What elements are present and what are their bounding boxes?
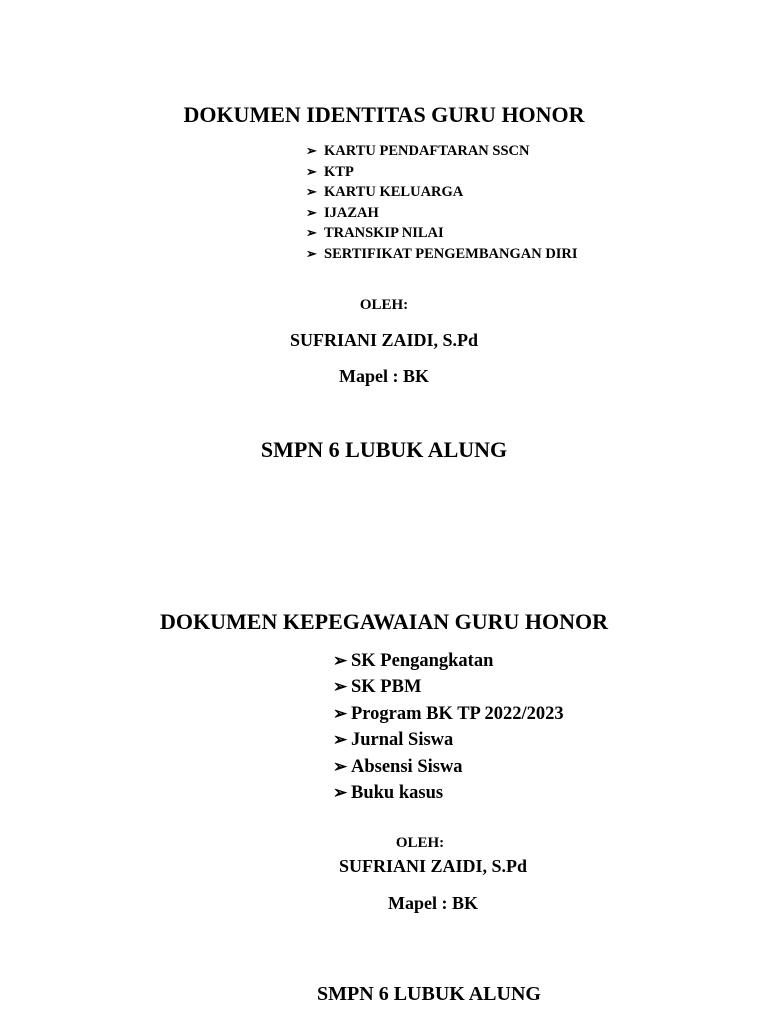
identity-doc-list	[306, 141, 578, 264]
arrow-bullet-icon: ➢	[306, 143, 317, 158]
arrow-bullet-icon: ➢	[306, 225, 317, 240]
employment-doc-title: DOKUMEN KEPEGAWAIAN GURU HONOR	[160, 609, 608, 634]
list-item-label: SK PBM	[351, 677, 422, 698]
list-item-label: TRANSKIP NILAI	[324, 225, 444, 241]
teacher-name: SUFRIANI ZAIDI, S.Pd	[338, 856, 528, 876]
teacher-name: SUFRIANI ZAIDI, S.Pd	[289, 330, 479, 350]
list-item-label: Absensi Siswa	[351, 756, 463, 777]
list-item-label: SK Pengangkatan	[351, 651, 494, 671]
arrow-bullet-icon: ➢	[333, 783, 348, 803]
list-item	[333, 674, 564, 700]
list-item	[306, 223, 578, 244]
arrow-bullet-icon: ➢	[333, 703, 348, 723]
employment-doc-list	[333, 648, 564, 806]
subject-label: Mapel : BK	[388, 893, 478, 913]
by-label: OLEH:	[359, 297, 409, 313]
list-item	[306, 141, 578, 162]
arrow-bullet-icon: ➢	[333, 677, 348, 697]
by-label: OLEH:	[395, 835, 445, 851]
arrow-bullet-icon: ➢	[333, 651, 348, 670]
arrow-bullet-icon: ➢	[306, 163, 317, 179]
arrow-bullet-icon: ➢	[306, 204, 317, 220]
school-name: SMPN 6 LUBUK ALUNG	[260, 437, 508, 462]
arrow-bullet-icon: ➢	[306, 245, 317, 261]
list-item	[333, 754, 564, 780]
list-item	[306, 162, 578, 183]
list-item-label: Jurnal Siswa	[351, 730, 454, 751]
arrow-bullet-icon: ➢	[306, 184, 317, 199]
list-item-label: Buku kasus	[351, 783, 444, 804]
list-item-label: KARTU KELUARGA	[324, 184, 464, 200]
list-item	[306, 182, 578, 203]
list-item	[333, 648, 564, 674]
list-item-label: KARTU PENDAFTARAN SSCN	[324, 143, 530, 159]
list-item	[306, 244, 578, 265]
arrow-bullet-icon: ➢	[333, 756, 348, 776]
list-item	[333, 727, 564, 753]
list-item	[333, 701, 564, 727]
list-item-label: KTP	[324, 163, 354, 180]
list-item-label: Program BK TP 2022/2023	[351, 703, 564, 724]
school-name: SMPN 6 LUBUK ALUNG	[317, 983, 541, 1005]
list-item-label: SERTIFIKAT PENGEMBANGAN DIRI	[324, 245, 578, 262]
arrow-bullet-icon: ➢	[333, 730, 348, 750]
list-item-label: IJAZAH	[324, 204, 379, 221]
list-item	[306, 203, 578, 224]
subject-label: Mapel : BK	[339, 366, 429, 386]
identity-doc-title: DOKUMEN IDENTITAS GURU HONOR	[183, 102, 585, 127]
list-item	[333, 780, 564, 806]
